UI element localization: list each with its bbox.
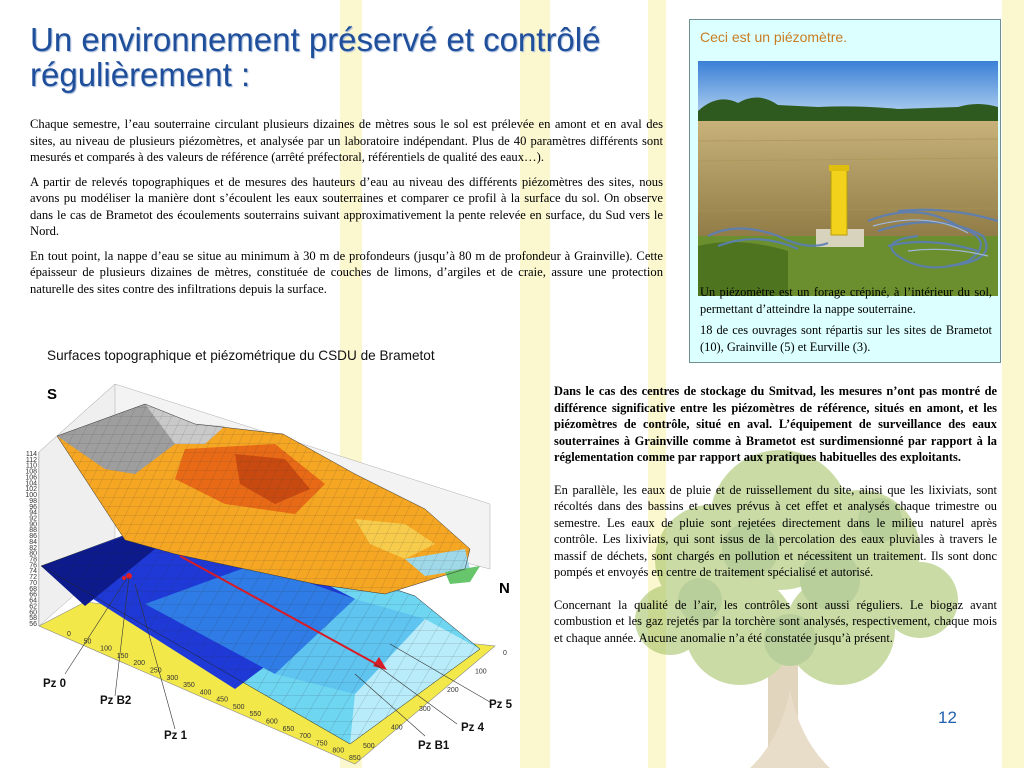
- axis-tick-label: 600: [266, 718, 278, 726]
- axis-tick-label: 68: [29, 585, 37, 593]
- axis-tick-label: 58: [29, 615, 37, 623]
- monitoring-text: [554, 383, 997, 662]
- axis-tick-label: 62: [29, 603, 37, 611]
- axis-tick-label: 94: [29, 509, 37, 517]
- axis-tick-label: 82: [29, 544, 37, 552]
- piezometer-label: Pz B1: [418, 740, 450, 752]
- axis-tick-label: 800: [332, 747, 345, 755]
- axis-tick-label: 64: [29, 597, 37, 605]
- south-label: S: [47, 386, 58, 403]
- axis-tick-label: 150: [116, 652, 129, 660]
- axis-tick-label: 350: [183, 682, 195, 690]
- paragraph: Chaque semestre, l’eau souterraine circulant plusieurs dizaines de mètres sous le sol est prélevée en amont et en aval des sites, au niveau de plusieurs piézomètres, et analysée par un laboratoire indépendant. Plus de 40 paramètres différents sont mesurés et comparés à des valeurs de référence (arrêté préfectoral, référentiels de qualité des eaux…).: [30, 117, 663, 164]
- axis-tick-label: 98: [29, 497, 37, 505]
- axis-tick-label: 112: [25, 456, 37, 464]
- axis-tick-label: 114: [25, 451, 37, 458]
- axis-tick-label: 56: [29, 621, 37, 628]
- axis-tick-label: 250: [149, 667, 162, 675]
- axis-tick-label: 84: [29, 538, 37, 546]
- paragraph: Concernant la qualité de l’air, les contrôles sont aussi réguliers. Le biogaz avant combustion et les gaz rejetés par la torchère sont analysés, respectivement, chaque mois et chaque année. Aucune anomalie n’a été constatée jusqu’à présent.: [554, 597, 997, 645]
- axis-tick-label: 86: [29, 533, 37, 541]
- background-stripe: [1002, 0, 1024, 768]
- axis-tick-label: 200: [133, 660, 146, 668]
- axis-tick-label: 76: [29, 562, 37, 570]
- axis-tick-label: 80: [29, 550, 37, 558]
- page-title: Un environnement préservé et contrôlé régulièrement :: [30, 21, 601, 93]
- axis-tick-label: 72: [29, 574, 37, 582]
- axis-tick-label: 92: [29, 515, 37, 523]
- axis-tick-label: 500: [363, 743, 375, 750]
- piezometer-photo: [698, 61, 998, 296]
- photo-caption: Ceci est un piézomètre.: [700, 29, 848, 45]
- paragraph: En parallèle, les eaux de pluie et de ruissellement du site, ainsi que les lixiviats, sont récoltés dans des bassins et cuves prévus à cet effet et analysés chaque trimestre ou semestre. Les eaux de pluie sont rejetées directement dans le milieu naturel après contrôle. Les lixiviats, qui sont issus de la percolation des eaux pluviales à travers le massif de déchets, sont chargés en pollution et nécessitent un traitement. Ils sont donc pompés et envoyés en centre de traitement spécialisé et autorisé.: [554, 482, 997, 579]
- axis-tick-label: 108: [25, 468, 37, 476]
- axis-tick-label: 550: [249, 711, 262, 719]
- axis-tick-label: 70: [29, 579, 37, 587]
- figure-title: Surfaces topographique et piézométrique du CSDU de Brametot: [47, 348, 435, 363]
- paragraph: Un piézomètre est un forage crépiné, à l’intérieur du sol, permettant d’atteindre la nappe souterraine.: [700, 285, 992, 316]
- axis-tick-label: 400: [391, 724, 403, 732]
- axis-tick-label: 750: [315, 740, 328, 748]
- paragraph: A partir de relevés topographiques et de mesures des hauteurs d’eau au niveau des différents piézomètres des sites, nous avons pu modéliser la manière dont s’écoulent les eaux souterraines et comparer ce profil à la surface du sol. On observe dans le cas de Brametot des écoulements souterrains suivant approximativement la pente relevée en surface, du Sud vers le Nord.: [30, 174, 663, 238]
- axis-tick-label: 104: [25, 480, 37, 488]
- north-label: N: [499, 580, 510, 597]
- piezometer-label: Pz 5: [489, 699, 513, 711]
- page-number: 12: [938, 708, 957, 727]
- axis-tick-label: 100: [100, 645, 112, 653]
- axis-tick-label: 700: [299, 733, 311, 741]
- intro-text: [30, 116, 663, 305]
- axis-tick-label: 0: [67, 631, 71, 638]
- axis-tick-label: 110: [25, 462, 37, 470]
- piezometer-label: Pz 4: [461, 722, 485, 734]
- axis-tick-label: 100: [25, 492, 37, 500]
- paragraph: 18 de ces ouvrages sont répartis sur les sites de Brametot (10), Grainville (5) et Eurville (3).: [700, 323, 992, 354]
- axis-tick-label: 60: [29, 609, 37, 617]
- topographic-surface-figure: [25, 344, 530, 768]
- axis-tick-label: 78: [29, 556, 37, 564]
- axis-tick-label: 500: [232, 703, 245, 711]
- axis-tick-label: 200: [447, 687, 459, 695]
- axis-tick-label: 106: [25, 474, 37, 482]
- axis-tick-label: 300: [166, 674, 179, 682]
- piezometer-label: Pz B2: [100, 695, 132, 707]
- axis-tick-label: 50: [83, 638, 92, 646]
- axis-tick-label: 96: [29, 503, 37, 511]
- paragraph-bold: Dans le cas des centres de stockage du Smitvad, les mesures n’ont pas montré de différence significative entre les piézomètres de référence, situés en amont, et les piézomètres de contrôle, situé en aval. L’équipement de surveillance des eaux souterraines à Grainville comme à Brametot est surdimensionné par rapport à la réglementation comme par rapport aux pratiques habituelles des exploitants.: [554, 384, 997, 464]
- axis-tick-label: 74: [29, 568, 37, 576]
- piezometer-label: Pz 1: [164, 730, 188, 742]
- axis-tick-label: 300: [419, 705, 431, 713]
- axis-tick-label: 650: [282, 725, 295, 733]
- axis-tick-label: 100: [475, 668, 487, 676]
- piezometer-label: Pz 0: [43, 678, 67, 690]
- axis-tick-label: 90: [29, 521, 37, 529]
- axis-tick-label: 400: [199, 689, 212, 697]
- axis-tick-label: 850: [349, 755, 361, 762]
- piezometer-description: [700, 284, 992, 360]
- piezometer-info-box: [689, 19, 1001, 363]
- axis-tick-label: 102: [25, 486, 37, 494]
- axis-tick-label: 0: [503, 650, 507, 657]
- axis-tick-label: 450: [216, 696, 228, 704]
- paragraph: En tout point, la nappe d’eau se situe au minimum à 30 m de profondeurs (jusqu’à 80 m de profondeur à Grainville). Cette épaisseur de plusieurs dizaines de mètres, constituée de couches de limons, d’argiles et de craie, assure une protection naturelle des sites contre des infiltrations depuis la surface.: [30, 248, 663, 296]
- axis-tick-label: 66: [29, 591, 37, 599]
- axis-tick-label: 88: [29, 527, 37, 535]
